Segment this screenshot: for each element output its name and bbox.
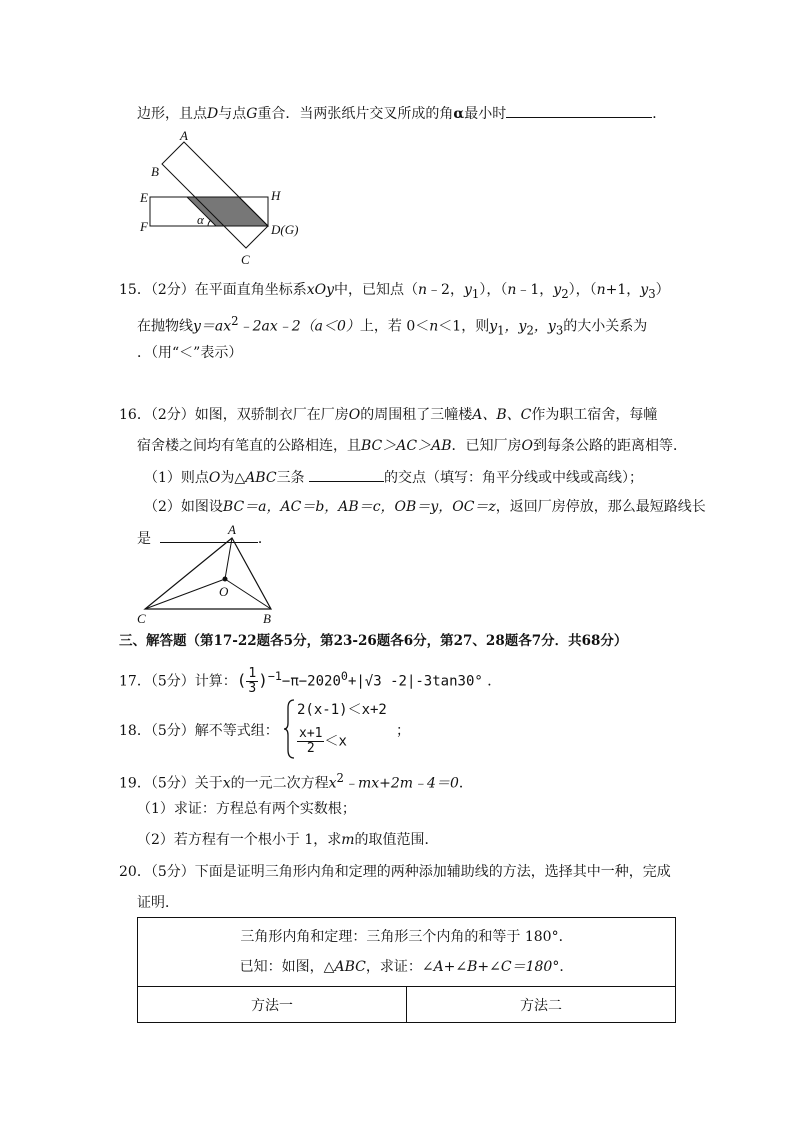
fraction-x-plus-1-over-2 [297, 727, 324, 756]
q19-text: 的取值范围． [354, 832, 439, 848]
alpha-symbol: α [453, 106, 465, 122]
theorem-statement: 三角形内角和定理：三角形三个内角的和等于 180°． [240, 929, 573, 945]
point-o: O [348, 407, 361, 423]
coord-system: xOy [306, 282, 335, 298]
q19-end: ． [458, 775, 473, 792]
denominator: 2 [306, 741, 315, 756]
q15-text: ﹣2， [427, 282, 464, 298]
var-n: n [596, 282, 606, 298]
q14-text: 边形，且点 [137, 106, 207, 122]
var-y: y [553, 282, 562, 298]
question-number: 19．（5分）关于 [119, 775, 223, 792]
segment-oa [225, 538, 232, 579]
label-b: B [151, 164, 159, 179]
q19-part-2 [137, 830, 439, 850]
given-text: ． [559, 959, 574, 975]
side-inequality: BC＞AC＞AB [361, 438, 452, 454]
point-d: D [207, 106, 219, 122]
angle-sum: A+∠B+∠C＝180° [433, 959, 560, 975]
method-two-cell: 方法二 [407, 987, 676, 1023]
q18-end: ； [396, 723, 410, 739]
q16-part-1 [144, 467, 643, 488]
q16-text: 作为职工宿舍，每幢 [531, 407, 658, 423]
q15-line-1 [119, 280, 670, 304]
superscript: 2 [231, 314, 239, 328]
q14-text: 重合．当两张纸片交叉所成的角 [257, 106, 454, 122]
q16-line-2 [137, 436, 687, 456]
q14-text: 与点 [218, 106, 247, 122]
expression: −π−2020 [281, 673, 341, 690]
q16-text: ，返回厂房停放，那么最短路线长 [495, 499, 706, 515]
q17-line: 17．（5分）计算：( $\frac{1}{3}$ )$^{-1}-\pi-2020^0+|√3$ -2|-3tan30° ． [119, 666, 502, 697]
q16-text: 宿舍楼之间均有笔直的公路相连，且 [137, 438, 361, 454]
given-text: 已知：如图，△ [239, 959, 335, 975]
q19-text: 的一元二次方程 [230, 775, 329, 792]
q16-text: 如图，双骄制衣厂在厂房 [194, 407, 349, 423]
q18-label: 18．（5分）解不等式组： [119, 723, 279, 739]
q15-text: 上，若 0＜ [359, 318, 430, 335]
q15-text: ＜1，则 [438, 318, 490, 335]
q16-text: 三条 [276, 470, 305, 486]
equation: x [328, 775, 337, 792]
subscript: 2 [561, 286, 569, 301]
q16-text: ．已知厂房 [451, 438, 522, 454]
expression: +|√3 -2|-3tan30° [347, 673, 483, 690]
var-n: n [429, 318, 439, 335]
label-a: A [180, 130, 188, 143]
var-y: y [463, 282, 472, 298]
point-o: O [521, 438, 533, 454]
q19-part-1: （1）求证：方程总有两个实数根； [137, 801, 356, 817]
label-o: O [219, 584, 229, 599]
q16-text: 的交点（填写：角平分线或中线或高线）； [384, 470, 644, 486]
q20-line-1: 20．（5分）下面是证明三角形内角和定理的两种添加辅助线的方法，选择其中一种，完成 [119, 864, 671, 880]
q16-part-2 [144, 497, 706, 517]
point-o: O [208, 470, 221, 486]
point-o-dot [223, 577, 228, 582]
fraction-one-third [246, 667, 258, 696]
label-a: A [228, 522, 236, 537]
figure-triangle-abc [133, 520, 283, 630]
label-dg: D(G) [271, 222, 299, 237]
q14-line [137, 103, 666, 124]
q15-text: ） [655, 282, 670, 298]
strip-abcd [162, 142, 268, 248]
label-b: B [263, 611, 271, 626]
subscript: 3 [648, 286, 656, 301]
segment-oc [145, 579, 225, 609]
theorem-cell [138, 918, 676, 987]
exponent: 2 [336, 771, 344, 785]
inequality-1: 2(x-1)＜x+2 [297, 702, 387, 718]
side-definitions: BC＝a，AC＝b，AB＝c，OB＝y，OC＝z [222, 499, 496, 515]
label-h: H [271, 188, 281, 203]
label-f: F [140, 219, 148, 234]
answer-blank[interactable] [309, 467, 384, 482]
parabola-eq: ﹣2ax﹣2（a＜0） [238, 318, 360, 335]
q16-text: ． [257, 531, 272, 547]
q15-text: 中，已知点（ [334, 282, 419, 298]
triangle-abc: ABC [334, 959, 366, 975]
section-heading: 三、解答题（第17-22题各5分，第23-26题各6分，第27、28题各7分．共68分） [119, 633, 628, 649]
q16-text: 是 [137, 531, 151, 547]
given-text: ，求证：∠ [365, 959, 434, 975]
exponent: 0 [340, 669, 348, 683]
q16-text: 到每条公路的距离相等． [532, 438, 687, 454]
subscript: 1 [497, 323, 505, 338]
label-c: C [137, 611, 146, 626]
q20-line-2: 证明． [137, 895, 179, 911]
q15-text: ），（ [479, 282, 508, 298]
var-x: x [222, 775, 231, 792]
subscript: 3 [555, 323, 564, 338]
subscript: 1 [471, 286, 480, 301]
parabola-eq: y＝ax [193, 318, 232, 335]
subscript: 2 [526, 323, 534, 338]
proof-table [137, 917, 676, 1023]
answer-blank[interactable] [506, 103, 652, 118]
var-y: ，y [504, 318, 527, 335]
q15-text: 的大小关系为 [563, 318, 648, 335]
q16-text: 的周围租了三幢楼 [360, 407, 473, 423]
triangle-abc: ABC [245, 470, 277, 486]
q15-text: ﹣1， [516, 282, 554, 298]
given-statement [139, 952, 674, 982]
points-abc: A、B、C [472, 407, 532, 423]
q15-line-3 [137, 342, 242, 363]
q19-line-1 [119, 768, 473, 794]
var-n: n [418, 282, 428, 298]
question-number: 17．（5分）计算： [119, 673, 237, 690]
numerator: x+1 [299, 726, 323, 741]
q19-text: （2）若方程有一个根小于 1，求 [137, 832, 342, 848]
inequality-2 [297, 727, 347, 761]
var-m: m [341, 832, 355, 848]
denominator: 3 [248, 681, 257, 697]
q15-text: 在平面直角坐标系 [194, 282, 307, 298]
q16-text: （1）则点 [144, 470, 209, 486]
equation: ﹣mx+2m﹣4＝0 [343, 775, 459, 792]
var-y: ，y [533, 318, 556, 335]
inequality-rhs: ＜x [324, 733, 347, 750]
segment-ob [225, 579, 271, 609]
q17-end: ． [487, 673, 502, 690]
q14-end: ． [652, 106, 667, 122]
q14-text: 最小时 [464, 106, 507, 122]
var-y: y [640, 282, 649, 298]
q15-text: +1， [605, 282, 641, 298]
q15-text: ．（用“＜”表示） [137, 345, 243, 361]
method-one-cell: 方法一 [138, 987, 407, 1023]
figure-paper-strips [135, 130, 315, 270]
question-number: 16．（2分） [119, 407, 195, 423]
numerator: 1 [248, 666, 257, 682]
label-e: E [140, 190, 148, 205]
point-g: G [246, 106, 258, 122]
triangle [145, 538, 271, 609]
angle-arc [208, 220, 211, 226]
label-alpha: α [197, 212, 204, 227]
q16-line-1 [119, 405, 657, 425]
brace-icon [284, 698, 296, 760]
var-y: y [489, 318, 498, 335]
q16-text: 为△ [220, 470, 246, 486]
q15-text: ），（ [568, 282, 597, 298]
q16-text: （2）如图设 [144, 499, 223, 515]
q15-line-2 [137, 311, 647, 340]
exponent: −1 [267, 669, 282, 683]
q15-text: 在抛物线 [137, 318, 193, 335]
label-c: C [241, 252, 250, 267]
question-number: 15．（2分） [119, 282, 195, 298]
var-n: n [507, 282, 517, 298]
